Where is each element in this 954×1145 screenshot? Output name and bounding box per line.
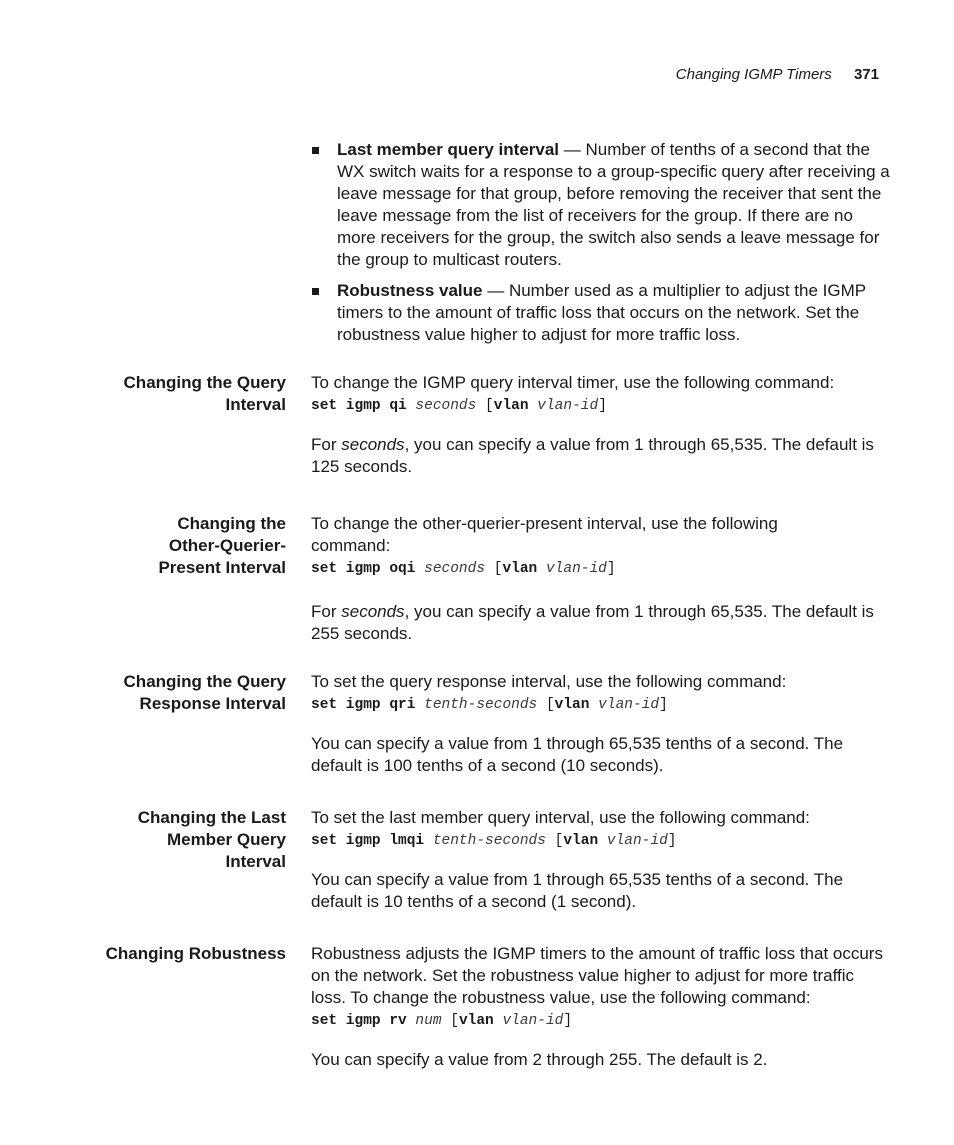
section-intro: To set the last member query interval, use the following command: [311, 808, 810, 827]
section-note-block [311, 601, 891, 645]
command-vlan-id: vlan-id [606, 833, 668, 849]
section-note [311, 601, 891, 645]
command-syntax: set igmp oqi seconds [vlan vlan-id] [311, 561, 616, 577]
running-title: Changing IGMP Timers [675, 66, 832, 83]
section-note: You can specify a value from 2 through 255. The default is 2. [311, 1050, 768, 1069]
bullet-list [311, 139, 891, 355]
section-body [311, 943, 891, 1071]
command-vlan-keyword: vlan [563, 833, 599, 849]
command-keyword: set igmp oqi [311, 561, 416, 577]
heading-line: Response Interval [139, 694, 286, 713]
heading-line: Interval [225, 852, 286, 871]
command-vlan-id: vlan-id [537, 398, 599, 414]
heading-line: Member Query [166, 830, 286, 849]
command-param: seconds [415, 398, 477, 414]
running-header [676, 66, 879, 83]
command-vlan-keyword: vlan [458, 1013, 494, 1029]
bullet-text: — Number of tenths of a second that the WX switch waits for a response to a group-specific query after receiving a leave message for that group, before removing the receiver that sent the leave message from the list of receivers for the group. If there are no more receivers for the group, the switch also sends a leave message for the group to multicast routers. [337, 140, 890, 269]
note-text: , you can specify a value from 1 through 65,535. The default is 255 seconds. [311, 602, 874, 643]
section-body [311, 671, 891, 777]
section-note [311, 434, 891, 478]
section-heading [86, 513, 286, 579]
section-intro: Robustness adjusts the IGMP timers to the amount of traffic loss that occurs on the network. Set the robustness value higher to adjust for more traffic loss. To change the robustness value, use the following command: [311, 944, 883, 1007]
list-item [311, 139, 891, 271]
heading-line: Other-Querier- [168, 536, 286, 555]
bullet-text: — Number used as a multiplier to adjust the IGMP timers to the amount of traffic loss that occurs on the network. Set the robustness value higher to adjust for more traffic loss. [337, 281, 866, 344]
note-emphasis: seconds [341, 435, 405, 454]
command-param: tenth-seconds [432, 833, 546, 849]
command-param: tenth-seconds [424, 697, 538, 713]
section-body [311, 807, 891, 913]
note-emphasis: seconds [341, 602, 405, 621]
section-intro: To change the other-querier-present interval, use the following command: [311, 514, 778, 555]
bullet-square-icon [312, 288, 319, 295]
note-text: , you can specify a value from 1 through 65,535. The default is 125 seconds. [311, 435, 874, 476]
command-keyword: set igmp lmqi [311, 833, 425, 849]
heading-line: Changing the Last [137, 808, 286, 827]
command-vlan-id: vlan-id [502, 1013, 564, 1029]
bullet-term: Robustness value [337, 281, 483, 300]
section-heading: Changing the Query Interval [123, 373, 286, 414]
command-keyword: set igmp rv [311, 1013, 407, 1029]
section-heading [86, 671, 286, 715]
section-body [311, 372, 891, 478]
command-vlan-keyword: vlan [502, 561, 538, 577]
command-syntax: set igmp lmqi tenth-seconds [vlan vlan-id] [311, 833, 677, 849]
page-number: 371 [853, 66, 879, 83]
command-vlan-id: vlan-id [545, 561, 607, 577]
command-keyword: set igmp qri [311, 697, 416, 713]
command-syntax: set igmp rv num [vlan vlan-id] [311, 1013, 573, 1029]
section-intro: To set the query response interval, use the following command: [311, 672, 787, 691]
section-body [311, 513, 821, 579]
section-note: You can specify a value from 1 through 65,535 tenths of a second. The default is 10 tenths of a second (1 second). [311, 870, 844, 911]
list-item [311, 280, 891, 346]
note-text: For [311, 602, 342, 621]
section-heading [86, 807, 286, 873]
heading-line: Present Interval [158, 558, 286, 577]
command-keyword: set igmp qi [311, 398, 407, 414]
command-syntax: set igmp qri tenth-seconds [vlan vlan-id] [311, 697, 668, 713]
command-param: num [415, 1013, 442, 1029]
note-text: For [311, 435, 342, 454]
heading-line: Changing the [177, 514, 286, 533]
section-note: You can specify a value from 1 through 65,535 tenths of a second. The default is 100 tenths of a second (10 seconds). [311, 734, 844, 775]
command-vlan-id: vlan-id [598, 697, 660, 713]
bullet-term: Last member query interval [337, 140, 560, 159]
bullet-square-icon [312, 147, 319, 154]
command-syntax: set igmp qi seconds [vlan vlan-id] [311, 398, 607, 414]
command-vlan-keyword: vlan [493, 398, 529, 414]
heading-line: Changing the Query [123, 672, 286, 691]
command-param: seconds [424, 561, 486, 577]
section-heading: Changing Robustness [105, 944, 286, 963]
command-vlan-keyword: vlan [554, 697, 590, 713]
section-intro: To change the IGMP query interval timer, use the following command: [311, 373, 835, 392]
